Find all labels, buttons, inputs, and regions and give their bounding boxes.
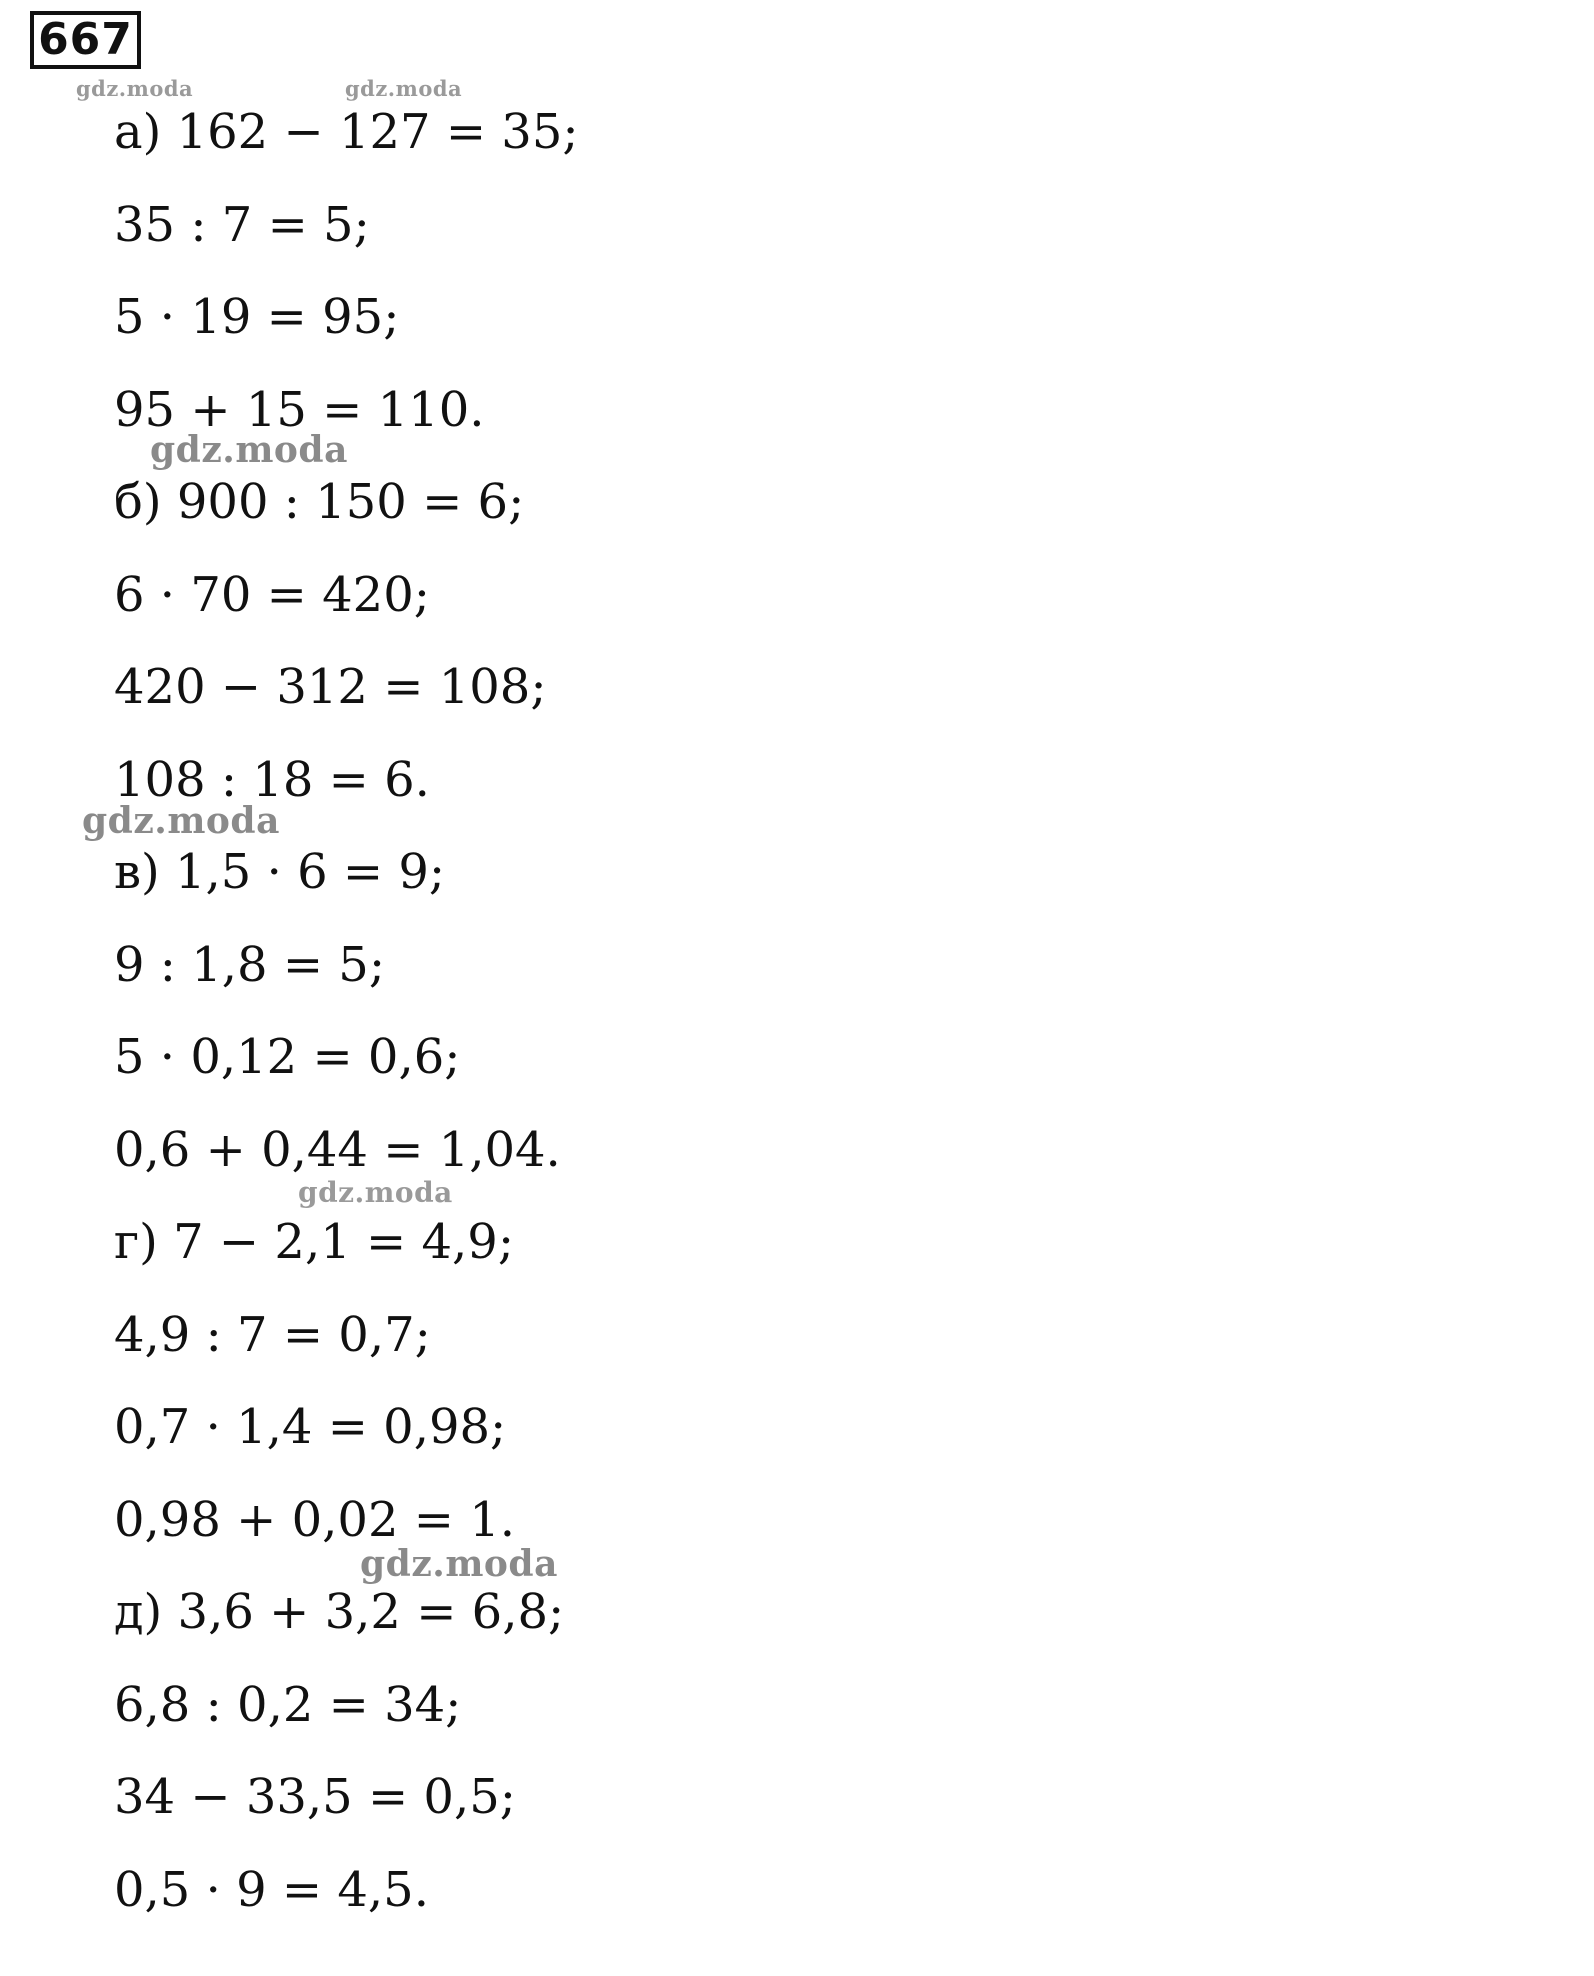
watermark: gdz.moda <box>82 800 280 842</box>
solution-line: 0,7 · 1,4 = 0,98; <box>114 1399 507 1455</box>
solution-line: 4,9 : 7 = 0,7; <box>114 1306 431 1363</box>
solution-line: 108 : 18 = 6. <box>114 751 430 808</box>
watermark: gdz.moda <box>345 76 463 101</box>
solution-line: в) 1,5 · 6 = 9; <box>114 844 446 900</box>
watermark: gdz.moda <box>76 76 194 101</box>
problem-number-box: 667 <box>30 11 141 69</box>
solution-line: д) 3,6 + 3,2 = 6,8; <box>114 1584 565 1640</box>
solution-line: 35 : 7 = 5; <box>114 196 370 253</box>
solution-line: 5 · 0,12 = 0,6; <box>114 1029 461 1085</box>
solution-line: 34 − 33,5 = 0,5; <box>114 1769 516 1825</box>
solution-line: б) 900 : 150 = 6; <box>114 474 525 530</box>
watermark: gdz.moda <box>150 429 348 471</box>
watermark: gdz.moda <box>298 1176 453 1209</box>
solution-line: 95 + 15 = 110. <box>114 381 485 438</box>
solution-line: 9 : 1,8 = 5; <box>114 936 386 993</box>
solution-line: 420 − 312 = 108; <box>114 659 547 715</box>
watermark: gdz.moda <box>360 1543 558 1585</box>
solution-line: г) 7 − 2,1 = 4,9; <box>114 1214 514 1270</box>
solution-line: 0,6 + 0,44 = 1,04. <box>114 1121 561 1178</box>
solution-line: 0,98 + 0,02 = 1. <box>114 1491 516 1548</box>
solution-line: 6 · 70 = 420; <box>114 566 430 623</box>
solution-line: 0,5 · 9 = 4,5. <box>114 1861 429 1918</box>
solution-line: а) 162 − 127 = 35; <box>114 104 579 160</box>
solution-line: 6,8 : 0,2 = 34; <box>114 1676 462 1733</box>
solution-line: 5 · 19 = 95; <box>114 289 400 345</box>
solution-lines <box>114 96 579 1946</box>
